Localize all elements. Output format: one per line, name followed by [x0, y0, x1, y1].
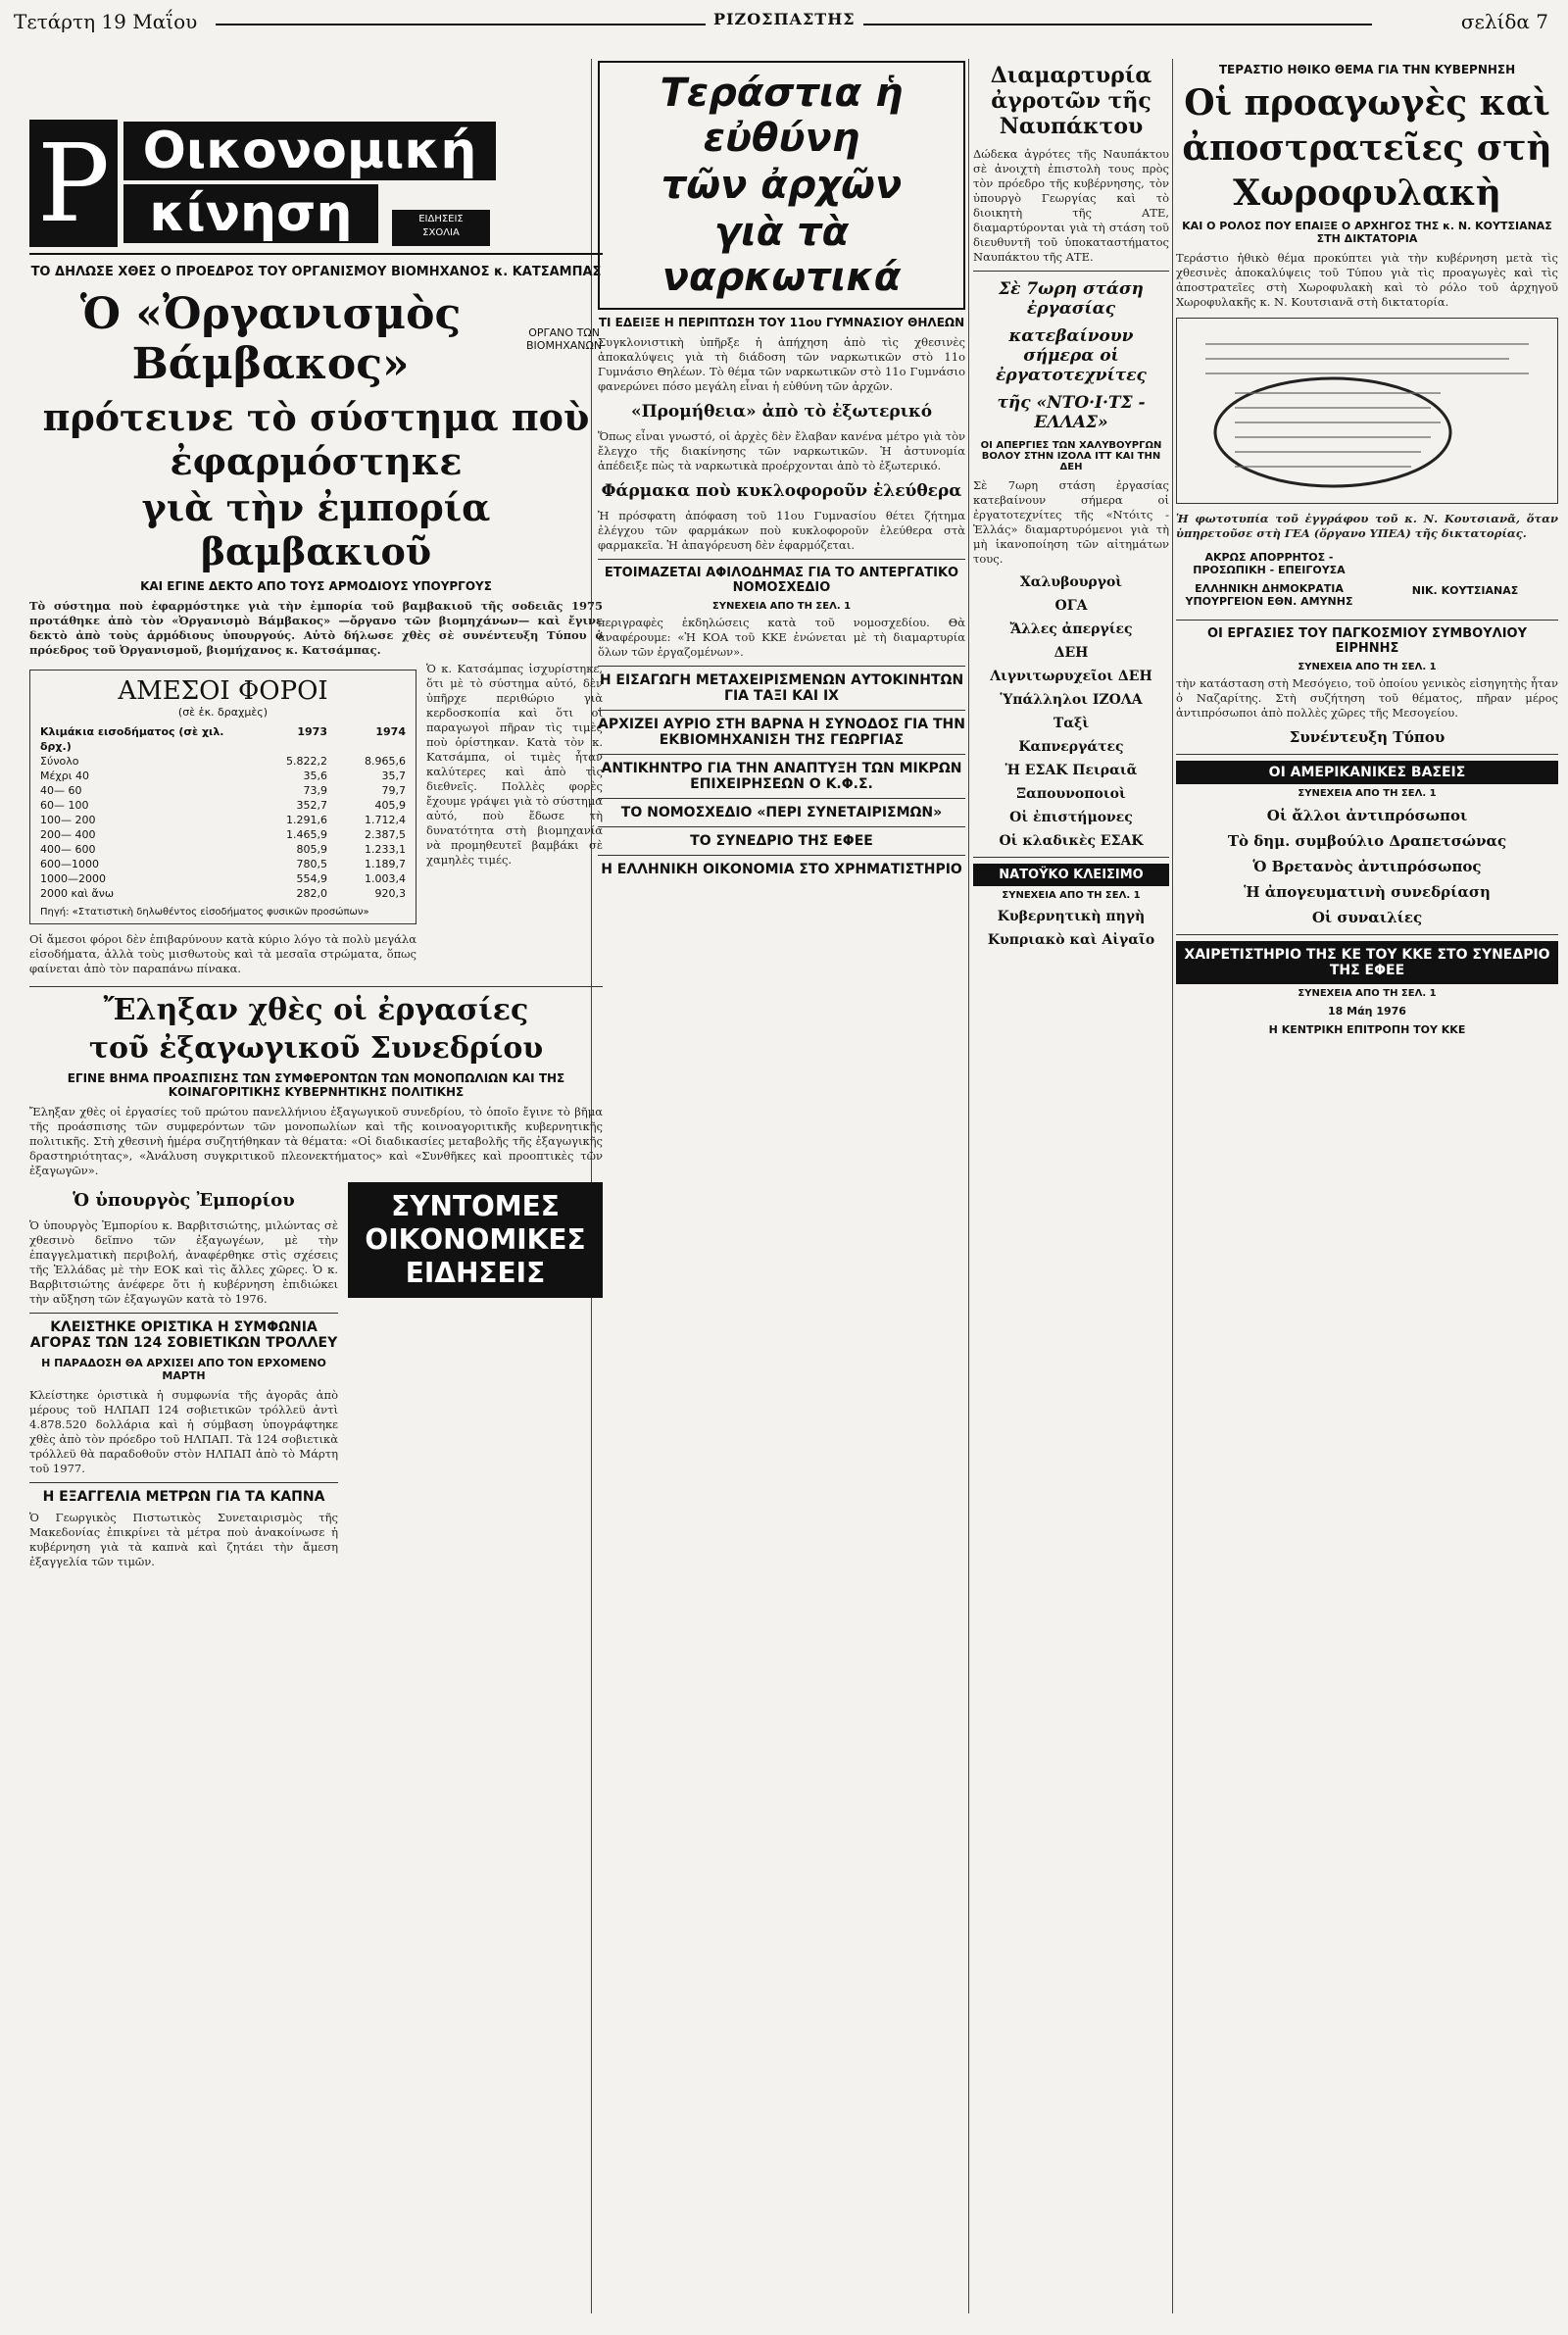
police-body: Τεράστιο ἠθικὸ θέμα προκύπτει γιὰ τὴν κυβέρνηση μετὰ τὶς χθεσινὲς ἀποκαλύψεις τοῦ Τύπου γιὰ τὶς προαγωγὲς καὶ τὶς ἀποστρατεῖες στὴ Χωροφυλακὴ καὶ τὸ ρόλο τοῦ ἀρχηγοῦ Χωροφυλακῆς κ. Ν. Κουτσιανᾶ στὴ δικτατορία.: [1176, 251, 1558, 309]
bases-headline: ΟΙ ΑΜΕΡΙΚΑΝΙΚΕΣ ΒΑΣΕΙΣ: [1268, 765, 1466, 780]
trolley-body: Κλείστηκε ὁριστικὰ ἡ συμφωνία τῆς ἀγορᾶς ἀπὸ μέρους τοῦ ΗΛΠΑΠ 124 σοβιετικῶν τρόλλεϋ ἀντὶ 4.878.520 δολλάρια καὶ ἡ σύμβαση ὑπογράφτηκε χθὲς ἀπὸ τὸν πρόεδρο τοῦ ΗΛΠΑΠ. Τὰ 124 σοβιετικὰ τρόλλεϋ θὰ παραδοθοῦν στὸν ΗΛΠΑΠ ἀπὸ τὸ Μάρτη τοῦ 1977.: [29, 1388, 338, 1475]
esak-branches-headline: Οἱ κλαδικὲς ΕΣΑΚ: [999, 833, 1144, 849]
table-year-1974: 1974: [375, 725, 406, 738]
table-row: [40, 783, 406, 798]
short-news-title-1: ΣΥΝΤΟΜΕΣ: [391, 1190, 560, 1222]
document-signature: ΝΙΚ. ΚΟΥΤΣΙΑΝΑΣ: [1411, 584, 1519, 597]
oga-headline: ΟΓΑ: [1054, 598, 1088, 614]
table-cell: 1.712,4: [365, 814, 406, 826]
other-reps-headline: Οἱ ἄλλοι ἀντιπρόσωποι: [1266, 807, 1468, 824]
import-cars-headline: Η ΕΙΣΑΓΩΓΗ ΜΕΤΑΧΕΙΡΙΣΜΕΝΩΝ ΑΥΤΟΚΙΝΗΤΩΝ ΓΙΑ ΤΑΞΙ ΚΑΙ ΙΧ: [599, 672, 964, 704]
cyprus-headline: Κυπριακὸ καὶ Αἰγαῖο: [987, 932, 1155, 948]
column-drugs: [598, 51, 965, 2325]
minister-body: Ὁ ὑπουργὸς Ἐμπορίου κ. Βαρβιτσιώτης, μιλώντας σὲ χθεσινὸ δεῖπνο τῶν ἐξαγωγέων, μὲ τὴν ἐπαγγελματικὴ περιβολή, ἀναφέρθηκε στὶς σχέσεις τῆς Ἑλλάδας μὲ τὴν ΕΟΚ καὶ τὶς ἄλλες χῶρες. Ὁ κ. Βαρβιτσιώτης ἀνέφερε ὅτι ἡ κυβέρνηση ἐπιδιώκει τὴν αὔξηση τῶν ἐξαγωγῶν κατὰ τὸ 1976.: [29, 1218, 338, 1306]
table-cell: 405,9: [374, 799, 406, 812]
bases-continued: ΣΥΝΕΧΕΙΑ ΑΠΟ ΤΗ ΣΕΛ. 1: [1298, 788, 1437, 799]
table-header-row: [40, 724, 406, 754]
esak-headline: Ἡ ΕΣΑΚ Πειραιᾶ: [1004, 763, 1138, 778]
issue-date: Τετάρτη 19 Μαΐου: [14, 10, 198, 33]
assembly-headline-2: τοῦ ἐξαγωγικοῦ Συνεδρίου: [88, 1031, 544, 1066]
taxes-note: Οἱ ἄμεσοι φόροι δὲν ἐπιβαρύνουν κατὰ κύριο λόγο τὰ πολὺ μεγάλα εἰσοδήματα, ἀλλὰ τοὺς μισθωτοὺς καὶ τὰ μεσαῖα στρώματα, ὅπως φαίνεται ἀπὸ τὸν παραπάνω πίνακα.: [29, 932, 416, 975]
drugs-body-2: Ὅπως εἶναι γνωστό, οἱ ἀρχὲς δὲν ἔλαβαν κανένα μέτρο γιὰ τὸν ἔλεγχο τῆς διακίνησης τῶν ναρκωτικῶν. Ἡ ἀστυνομία ἀπέδειξε πὼς τὰ ναρκωτικὰ προέρχονται ἀπὸ τὸ ἐξωτερικό.: [598, 429, 965, 472]
short-news-title-2: ΟΙΚΟΝΟΜΙΚΕΣ: [365, 1223, 586, 1256]
greeting-headline: ΧΑΙΡΕΤΙΣΤΗΡΙΟ ΤΗΣ ΚΕ ΤΟΥ ΚΚΕ ΣΤΟ ΣΥΝΕΔΡΙΟ ΤΗΣ ΕΦΕΕ: [1184, 947, 1550, 978]
table-cell: 2.387,5: [365, 828, 406, 841]
column-economic: [29, 51, 603, 2325]
farmers-headline: Διαμαρτυρία ἀγροτῶν τῆς Ναυπάκτου: [990, 63, 1152, 139]
drugs-headline-1: Τεράστια ἡ εὐθύνη: [660, 71, 904, 161]
masthead-tag-line-2: ΣΧΟΛΙΑ: [422, 227, 460, 238]
masthead-tag-line-1: ΕΙΔΗΣΕΙΣ: [418, 214, 464, 224]
tobacco-workers-headline: Καπνεργάτες: [1018, 739, 1124, 755]
assembly-headline-1: Ἔληξαν χθὲς οἱ ἐργασίες: [103, 993, 529, 1027]
drugs-headline-2: τῶν ἀρχῶν: [661, 163, 903, 208]
short-news-title-3: ΕΙΔΗΣΕΙΣ: [405, 1257, 546, 1289]
facsimile-scribble: [1183, 324, 1551, 497]
cotton-headline-1: Ὁ «Ὀργανισμὸς Βάμβακος»: [79, 289, 462, 389]
cotton-lead: Τὸ σύστημα ποὺ ἐφαρμόστηκε γιὰ τὴν ἐμπορία τοῦ βαμβακιοῦ τῆς σοδειᾶς 1975 προτάθηκε ἀπὸ τὸν «Ὀργανισμὸ Βάμβακος» —ὄργανο τῶν βιομηχάνων— καὶ ἔγινε δεκτὸ ἀπὸ τοὺς ἁρμόδιους ὑπουργούς. Αὐτὸ δήλωσε χθὲς σὲ συνέντευξη Τύπου ὁ πρόεδρος τοῦ Ὀργανισμοῦ, βιομήχανος κ. Κατσάμπας.: [29, 599, 603, 657]
table-cell: 282,0: [296, 887, 327, 900]
police-subheadline: ΚΑΙ Ο ΡΟΛΟΣ ΠΟΥ ΕΠΑΙΞΕ Ο ΑΡΧΗΓΟΣ ΤΗΣ κ. Ν. ΚΟΥΤΣΙΑΝΑΣ ΣΤΗ ΔΙΚΤΑΤΟΡΙΑ: [1182, 220, 1552, 245]
efee-headline: ΤΟ ΣΥΝΕΔΡΙΟ ΤΗΣ ΕΦΕΕ: [690, 833, 873, 849]
document-heading: ΑΚΡΩΣ ΑΠΟΡΡΗΤΟΣ - ΠΡΟΣΩΠΙΚΗ - ΕΠΕΙΓΟΥΣΑ: [1193, 551, 1346, 576]
table-cell: 73,9: [303, 784, 327, 797]
labor-law-body: περιγραφὲς ἐκδηλώσεις κατὰ τοῦ νομοσχεδίου. Θὰ ἀναφέρουμε: «Ἡ ΚΟΑ τοῦ ΚΚΕ ἐνώνεται μὲ τὴ διαμαρτυρία ὅλων τῶν ἐργαζομένων».: [598, 616, 965, 659]
table-cell: 1.233,1: [365, 843, 406, 856]
greeting-box: [1176, 941, 1558, 984]
strike-headline-2: κατεβαίνουν σήμερα οἱ ἐργατοτεχνίτες: [996, 326, 1147, 385]
table-cell: 60— 100: [40, 799, 89, 812]
table-cell: 200— 400: [40, 828, 96, 841]
table-row: [40, 842, 406, 857]
table-cell: 400— 600: [40, 843, 96, 856]
minister-headline: Ὁ ὑπουργὸς Ἐμπορίου: [73, 1190, 295, 1211]
lignite-headline: Λιγνιτωρυχεῖοι ΔΕΗ: [990, 669, 1152, 684]
peace-council-body: τὴν κατάσταση στὴ Μεσόγειο, τοῦ ὁποίου γενικὸς εἰσηγητὴς ἦταν ὁ Ναζαρίτης. Στὴ συζήτηση τοῦ θέματος, πῆραν μέρος ἀντιπρόσωποι ἀπὸ πολλὲς χῶρες τῆς Μεσογείου.: [1176, 676, 1558, 720]
taxi-headline: Ταξὶ: [1053, 716, 1090, 731]
drugs-headline-3: γιὰ τὰ ναρκωτικά: [662, 210, 902, 300]
british-rep-headline: Ὁ Βρετανὸς ἀντιπρόσωπος: [1252, 858, 1482, 875]
table-row: [40, 827, 406, 842]
stock-headline: Η ΕΛΛΗΝΙΚΗ ΟΙΚΟΝΟΜΙΑ ΣΤΟ ΧΡΗΜΑΤΙΣΤΗΡΙΟ: [601, 862, 962, 877]
strike-body: Σὲ 7ωρη στάση ἐργασίας κατεβαίνουν σήμερα οἱ ἐργατοτεχνίτες τῆς «Ντόιτς - Ἑλλάς» διαμαρτυρόμενοι γιὰ τὴ μὴ ἱκανοποίηση τῶν αἰτημάτων τους.: [973, 478, 1169, 566]
table-row: [40, 798, 406, 813]
page-number: σελίδα 7: [1460, 10, 1548, 33]
column-police: [1176, 51, 1558, 2325]
soap-headline: Ξαπουνοποιοὶ: [1016, 786, 1126, 802]
table-cell: 5.822,2: [286, 755, 327, 768]
table-row: [40, 754, 406, 769]
nato-box: [973, 864, 1169, 886]
greeting-date: 18 Μάη 1976: [1328, 1005, 1406, 1018]
trolley-subheadline: Η ΠΑΡΑΔΟΣΗ ΘΑ ΑΡΧΙΣΕΙ ΑΠΟ ΤΟΝ ΕΡΧΟΜΕΝΟ ΜΑΡΤΗ: [41, 1357, 326, 1382]
table-col-label: Κλιμάκια εισοδήματος (σὲ χιλ. δρχ.): [40, 725, 224, 753]
assembly-subheadline: ΕΓΙΝΕ ΒΗΜΑ ΠΡΟΑΣΠΙΣΗΣ ΤΩΝ ΣΥΜΦΕΡΟΝΤΩΝ ΤΩΝ ΜΟΝΟΠΩΛΙΩΝ ΚΑΙ ΤΗΣ ΚΟΙΝΑΓΟΡΙΤΙΚΗΣ ΚΥΒΕΡΝΗΤΙΚΗΣ ΠΟΛΙΤΙΚΗΣ: [67, 1071, 565, 1099]
steelworkers-headline: Χαλυβουργοὶ: [1019, 574, 1123, 590]
table-cell: 920,3: [374, 887, 406, 900]
table-cell: 352,7: [296, 799, 327, 812]
table-cell: 1.291,6: [286, 814, 327, 826]
meetings-headline: Οἱ συναιλίες: [1311, 909, 1423, 926]
table-cell: 600—1000: [40, 858, 99, 870]
police-kicker: ΤΕΡΑΣΤΙΟ ΗΘΙΚΟ ΘΕΜΑ ΓΙΑ ΤΗΝ ΚΥΒΕΡΝΗΣΗ: [1218, 63, 1516, 76]
table-year-1973: 1973: [297, 725, 327, 738]
police-headline-3: Χωροφυλακὴ: [1233, 173, 1501, 214]
peace-council-headline: ΟΙ ΕΡΓΑΣΙΕΣ ΤΟΥ ΠΑΓΚΟΣΜΙΟΥ ΣΥΜΒΟΥΛΙΟΥ ΕΙΡΗΝΗΣ: [1207, 626, 1527, 656]
scientists-headline: Οἱ ἐπιστήμονες: [1009, 810, 1133, 825]
masthead-tag: [392, 210, 490, 246]
page-header: [0, 0, 1568, 47]
cotton-body: Ὁ κ. Κατσάμπας ἰσχυρίστηκε, ὅτι μὲ τὸ σύστημα αὐτό, δὲν ὑπῆρχε περιθώριο γιὰ κερδοσκοπία καὶ ὅτι οἱ παραγωγοὶ πῆραν τὶς τιμὲς ποὺ ὁρίστηκαν. Κατὰ τὸν κ. Κατσάμπα, οἱ τιμὲς ἦταν καλύτερες καὶ ἀπὸ τὶς διεθνεῖς. Πολλὲς φορὲς ἔχουμε γράψει γιὰ τὸ σύστημα αὐτό, ποὺ ἔδωσε τὴ δυνατότητα στὴ βιομηχανία νὰ προμηθευτεῖ βαμβάκι σὲ χαμηλὲς τιμές.: [426, 662, 603, 867]
cotton-headline-aside: ΟΡΓΑΝΟ ΤΩΝ ΒΙΟΜΗΧΑΝΩΝ: [526, 326, 603, 352]
short-news-box: [348, 1182, 603, 1298]
tobacco-body: Ὁ Γεωργικὸς Πιστωτικὸς Συνεταιρισμὸς τῆς Μακεδονίας ἐπικρίνει τὰ μέτρα ποὺ ἀνακοίνωσε ἡ κυβέρνηση γιὰ τὰ καπνὰ καὶ ζητάει τὴν ἄμεση ἐξαγγελία τῶν τιμῶν.: [29, 1511, 338, 1568]
drugs-headline-box: [598, 61, 965, 310]
table-title: ΑΜΕΣΟΙ ΦΟΡΟΙ: [118, 676, 328, 706]
table-cell: 1000—2000: [40, 872, 106, 885]
council-headline: Τὸ δημ. συμβούλιο Δραπετσώνας: [1227, 832, 1507, 850]
cotton-headline-3: γιὰ τὴν ἐμπορία βαμβακιοῦ: [141, 485, 491, 573]
drugs-pharma-headline: Φάρμακα ποὺ κυκλοφοροῦν ἐλεύθερα: [601, 481, 962, 501]
table-source: Πηγή: «Στατιστικὴ δηλωθέντος εἰσοδήματος φυσικῶν προσώπων»: [40, 907, 369, 918]
table-cell: 79,7: [381, 784, 406, 797]
labor-law-continued: ΣΥΝΕΧΕΙΑ ΑΠΟ ΤΗ ΣΕΛ. 1: [711, 601, 852, 612]
drugs-body-3: Ἡ πρόσφατη ἀπόφαση τοῦ 11ου Γυμνασίου θέτει ζήτημα ἐλέγχου τῶν φαρμάκων ποὺ κυκλοφοροῦν ἐλεύθερα στὰ φαρμακεῖα. Ἡ ἀπαγόρευση δὲν ἐφαρμόζεται.: [598, 509, 965, 552]
column-labour: [973, 51, 1169, 2325]
greeting-continued: ΣΥΝΕΧΕΙΑ ΑΠΟ ΤΗ ΣΕΛ. 1: [1298, 988, 1437, 999]
strike-headline-1: Σὲ 7ωρη στάση ἐργασίας: [999, 279, 1144, 319]
police-headline-2: ἀποστρατεῖες στὴ: [1182, 127, 1552, 169]
facsimile-caption: Ἡ φωτοτυπία τοῦ ἐγγράφου τοῦ κ. Ν. Κουτσιανᾶ, ὅταν ὑπηρετοῦσε στὴ ΓΕΑ (ὄργανο ΥΠΕΑ) τῆς δικτατορίας.: [1176, 512, 1558, 540]
strike-subheadline: ΟΙ ΑΠΕΡΓΙΕΣ ΤΩΝ ΧΑΛΥΒΟΥΡΓΩΝ ΒΟΛΟΥ ΣΤΗΝ ΙΖΟΛΑ ΙΤΤ ΚΑΙ ΤΗΝ ΔΕΗ: [980, 440, 1162, 472]
table-cell: 780,5: [296, 858, 327, 870]
table-cell: Σύνολο: [40, 755, 79, 768]
strike-headline-3: τῆς «ΝΤΟ·Ι·ΤΣ - ΕΛΛΑΣ»: [997, 393, 1146, 432]
document-facsimile: [1176, 318, 1558, 504]
table-cell: 1.465,9: [286, 828, 327, 841]
cotton-subheadline: ΚΑΙ ΕΓΙΝΕ ΔΕΚΤΟ ΑΠΟ ΤΟΥΣ ΑΡΜΟΔΙΟΥΣ ΥΠΟΥΡΓΟΥΣ: [140, 579, 492, 593]
police-headline-1: Οἱ προαγωγὲς καὶ: [1184, 82, 1550, 124]
table-subtitle: (σὲ ἑκ. δραχμὲς): [177, 706, 269, 719]
peace-council-continued: ΣΥΝΕΧΕΙΑ ΑΠΟ ΤΗ ΣΕΛ. 1: [1298, 662, 1437, 672]
column-divider: [1172, 59, 1173, 2313]
bases-box: [1176, 761, 1558, 784]
nato-continued: ΣΥΝΕΧΕΙΑ ΑΠΟ ΤΗ ΣΕΛ. 1: [1002, 890, 1141, 901]
drugs-import-headline: «Προμήθεια» ἀπὸ τὸ ἐξωτερικό: [630, 402, 933, 422]
direct-taxes-table: [29, 670, 416, 924]
masthead-letter: Ρ: [29, 120, 118, 247]
evening-session-headline: Ἡ ἀπογευματινὴ συνεδρίαση: [1244, 883, 1491, 901]
table-row: [40, 769, 406, 783]
varna-headline: ΑΡΧΙΖΕΙ ΑΥΡΙΟ ΣΤΗ ΒΑΡΝΑ Η ΣΥΝΟΔΟΣ ΓΙΑ ΤΗΝ ΕΚΒΙΟΜΗΧΑΝΙΣΗ ΤΗΣ ΓΕΩΡΓΙΑΣ: [598, 717, 965, 748]
table-cell: 100— 200: [40, 814, 96, 826]
table-cell: 805,9: [296, 843, 327, 856]
cotton-kicker: ΤΟ ΔΗΛΩΣΕ ΧΘΕΣ Ο ΠΡΟΕΔΡΟΣ ΤΟΥ ΟΡΓΑΝΙΣΜΟΥ ΒΙΟΜΗΧΑΝΟΣ κ. ΚΑΤΣΑΜΠΑΣ: [30, 265, 602, 279]
table-cell: 2000 καὶ ἄνω: [40, 887, 115, 900]
table-cell: 35,7: [381, 770, 406, 782]
gov-source-headline: Κυβερνητικὴ πηγὴ: [997, 909, 1146, 924]
table-row: [40, 871, 406, 886]
masthead-word-2: κίνηση: [123, 184, 378, 243]
drugs-subheadline: ΤΙ ΕΔΕΙΞΕ Η ΠΕΡΙΠΤΩΣΗ ΤΟΥ 11ου ΓΥΜΝΑΣΙΟΥ ΘΗΛΕΩΝ: [598, 316, 965, 329]
paper-name: ΡΙΖΟΣΠΑΣΤΗΣ: [706, 10, 863, 28]
table-cell: 1.189,7: [365, 858, 406, 870]
greeting-signature: Η ΚΕΝΤΡΙΚΗ ΕΠΙΤΡΟΠΗ ΤΟΥ ΚΚΕ: [1268, 1023, 1466, 1036]
column-divider: [968, 59, 969, 2313]
table-cell: 554,9: [296, 872, 327, 885]
table-row: [40, 857, 406, 871]
table-cell: 40— 60: [40, 784, 82, 797]
table-cell: 8.965,6: [365, 755, 406, 768]
drugs-body-1: Συγκλονιστικὴ ὑπῆρξε ἡ ἀπήχηση ἀπὸ τὶς χθεσινὲς ἀποκαλύψεις γιὰ τὴ διάδοση τῶν ναρκωτικῶν στὸ 11ο Γυμνάσιο Θηλέων. Τὸ θέμα τῶν ναρκωτικῶν στὸ 11ο Γυμνάσιο φανερώνει πόσο μεγάλη εἶναι ἡ εὐθύνη τῶν ἀρχῶν.: [598, 335, 965, 393]
coops-headline: ΤΟ ΝΟΜΟΣΧΕΔΙΟ «ΠΕΡΙ ΣΥΝΕΤΑΙΡΙΣΜΩΝ»: [620, 805, 943, 820]
farmers-body: Δώδεκα ἀγρότες τῆς Ναυπάκτου σὲ ἀνοιχτὴ ἐπιστολὴ τους πρὸς τὸν πρόεδρο τῆς κυβέρνησης, τὸν ὑπουργὸ Γεωργίας καὶ τὸ διοικητὴ τῆς ΑΤΕ, διαμαρτύρονται γιὰ τὴ στάση τοῦ διευθυντῆ τοῦ ὑποκαταστήματος Ναυπάκτου τῆς ΑΤΕ.: [973, 147, 1169, 264]
masthead-word-1: Οικονομική: [123, 122, 496, 180]
cotton-headline-2: πρότεινε τὸ σύστημα ποὺ ἐφαρμόστηκε: [42, 395, 590, 483]
kfs-headline: ΑΝΤΙΚΗΝΤΡΟ ΓΙΑ ΤΗΝ ΑΝΑΠΤΥΞΗ ΤΩΝ ΜΙΚΡΩΝ ΕΠΙΧΕΙΡΗΣΕΩΝ Ο Κ.Φ.Σ.: [601, 761, 962, 792]
table-cell: 1.003,4: [365, 872, 406, 885]
table-row: [40, 886, 406, 901]
labor-law-headline: ΕΤΟΙΜΑΖΕΤΑΙ ΑΦΙΛΟΔΗΜΑΣ ΓΙΑ ΤΟ ΑΝΤΕΡΓΑΤΙΚΟ ΝΟΜΟΣΧΕΔΙΟ: [604, 566, 959, 595]
table-row: [40, 813, 406, 827]
document-ministry: ΕΛΛΗΝΙΚΗ ΔΗΜΟΚΡΑΤΙΑ ΥΠΟΥΡΓΕΙΟΝ ΕΘΝ. ΑΜΥΝΗΣ: [1185, 582, 1353, 608]
other-strikes-headline: Ἄλλες ἀπεργίες: [1009, 621, 1133, 637]
table-cell: 35,6: [303, 770, 327, 782]
economic-masthead: [29, 120, 603, 255]
nato-headline: ΝΑΤΟΫΚΟ ΚΛΕΙΣΙΜΟ: [999, 868, 1144, 882]
trolley-headline: ΚΛΕΙΣΤΗΚΕ ΟΡΙΣΤΙΚΑ Η ΣΥΜΦΩΝΙΑ ΑΓΟΡΑΣ ΤΩΝ 124 ΣΟΒΙΕΤΙΚΩΝ ΤΡΟΛΛΕΥ: [29, 1319, 338, 1351]
assembly-body: Ἔληξαν χθὲς οἱ ἐργασίες τοῦ πρώτου πανελλήνιου ἐξαγωγικοῦ συνεδρίου, τὸ ὁποῖο ἔγινε τὸ βῆμα τῆς προάσπισης τῶν συμφερόντων τῶν μονοπωλίων καὶ τῆς κοινοαγοριτικῆς κυβερνητικῆς πολιτικῆς. Στὴ χθεσινὴ ἡμέρα συζητήθηκαν τὰ θέματα: «Οἱ διαδικασίες μεταβολῆς τῆς ἐξαγωγικῆς δραστηριότητας», «Ἀνάλυση συγκριτικοῦ πλεονεκτήματος» καὶ «Συνθῆκες καὶ προοπτικὲς τῶν ἐξαγωγῶν».: [29, 1105, 603, 1177]
izola-headline: Ὑπάλληλοι ΙΖΟΛΑ: [1000, 692, 1143, 708]
dei-headline: ΔΕΗ: [1054, 645, 1089, 661]
table-cell: Μέχρι 40: [40, 770, 89, 782]
tobacco-headline: Η ΕΞΑΓΓΕΛΙΑ ΜΕΤΡΩΝ ΓΙΑ ΤΑ ΚΑΠΝΑ: [42, 1489, 325, 1505]
press-conference-headline: Συνέντευξη Τύπου: [1289, 728, 1446, 746]
